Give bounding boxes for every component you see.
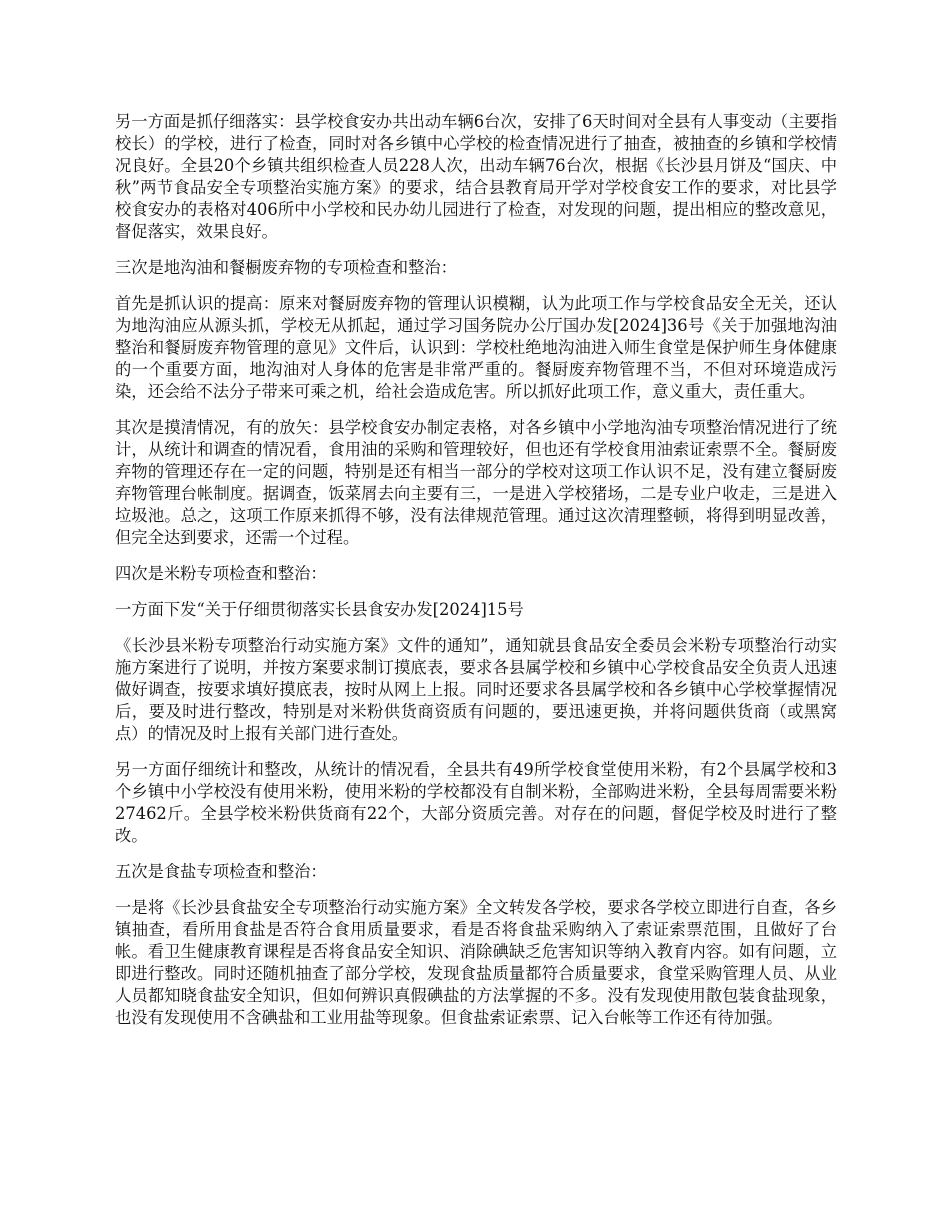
paragraph-situation-survey: 其次是摸清情况，有的放矢：县学校食安办制定表格，对各乡镇中小学地沟油专项整治情况进行了统计，从统计和调查的情况看，食用油的采购和管理较好，但也还有学校食用油索证索票不全。餐厨废弃物的管理还存在一定的问题，特别是还有相当一部分的学校对这项工作认识不足，没有建立餐厨废弃物管理台帐制度。据调查，饭菜屑去向主要有三，一是进入学校猪场，二是专业户收走，三是进入垃圾池。总之，这项工作原来抓得不够，没有法律规范管理。通过这次清理整顿，将得到明显改善，但完全达到要求，还需一个过程。: [115, 418, 837, 547]
paragraph-awareness: 首先是抓认识的提高：原来对餐厨废弃物的管理认识模糊，认为此项工作与学校食品安全无关，还认为地沟油应从源头抓，学校无从抓起，通过学习国务院办公厅国办发[2024]36号《关于加强地沟油整治和餐厨废弃物管理的意见》文件后，认识到：学校杜绝地沟油进入师生食堂是保护师生身体健康的一个重要方面，地沟油对人身体的危害是非常严重的。餐厨废弃物管理不当，不但对环境造成污染，还会给不法分子带来可乘之机，给社会造成危害。所以抓好此项工作，意义重大，责任重大。: [115, 294, 837, 401]
heading-rice-noodle-inspection: 四次是米粉专项检查和整治：: [115, 564, 327, 583]
heading-gutter-oil-inspection: 三次是地沟油和餐橱废弃物的专项检查和整治：: [115, 258, 457, 277]
paragraph-salt-plan: 一是将《长沙县食盐安全专项整治行动实施方案》全文转发各学校，要求各学校立即进行自查，各乡镇抽查，看所用食盐是否符合食用质量要求，看是否将食盐采购纳入了索证索票范围，且做好了台帐。看卫生健康教育课程是否将食品安全知识、消除碘缺乏危害知识等纳入教育内容。如有问题，立即进行整改。同时还随机抽查了部分学校，发现食盐质量都符合质量要求，食堂采购管理人员、从业人员都知晓食盐安全知识，但如何辨识真假碘盐的方法掌握的不多。没有发现使用散包装食盐现象，也没有发现使用不含碘盐和工业用盐等现象。但食盐索证索票、记入台帐等工作还有待加强。: [115, 898, 837, 1027]
paragraph-vehicle-inspection: 另一方面是抓仔细落实：县学校食安办共出动车辆6台次，安排了6天时间对全县有人事变动（主要指校长）的学校，进行了检查，同时对各乡镇中心学校的检查情况进行了抽查，被抽查的乡镇和学校情况良好。全县20个乡镇共组织检查人员228人次，出动车辆76台次，根据《长沙县月饼及“国庆、中秋”两节食品安全专项整治实施方案》的要求，结合县教育局开学对学校食安工作的要求，对比县学校食安办的表格对406所中小学校和民办幼儿园进行了检查，对发现的问题，提出相应的整改意见，督促落实，效果良好。: [115, 112, 837, 241]
document-body: [115, 111, 837, 1043]
paragraph-notice-issued: 一方面下发“关于仔细贯彻落实长县食安办发[2024]15号: [115, 600, 524, 619]
heading-salt-inspection: 五次是食盐专项检查和整治：: [115, 862, 327, 881]
paragraph-rice-noodle-statistics: 另一方面仔细统计和整改，从统计的情况看，全县共有49所学校食堂使用米粉，有2个县属学校和3个乡镇中小学校没有使用米粉，使用米粉的学校都没有自制米粉，全部购进米粉，全县每周需要米粉27462斤。全县学校米粉供货商有22个，大部分资质完善。对存在的问题，督促学校及时进行了整改。: [115, 760, 837, 845]
paragraph-rice-noodle-plan: 《长沙县米粉专项整治行动实施方案》文件的通知”，通知就县食品安全委员会米粉专项整治行动实施方案进行了说明，并按方案要求制订摸底表，要求各县属学校和乡镇中心学校食品安全负责人迅速做好调查，按要求填好摸底表，按时从网上上报。同时还要求各县属学校和各乡镇中心学校掌握情况后，要及时进行整改，特别是对米粉供货商资质有问题的，要迅速更换，并将问题供货商（或黑窝点）的情况及时上报有关部门进行查处。: [115, 636, 837, 743]
